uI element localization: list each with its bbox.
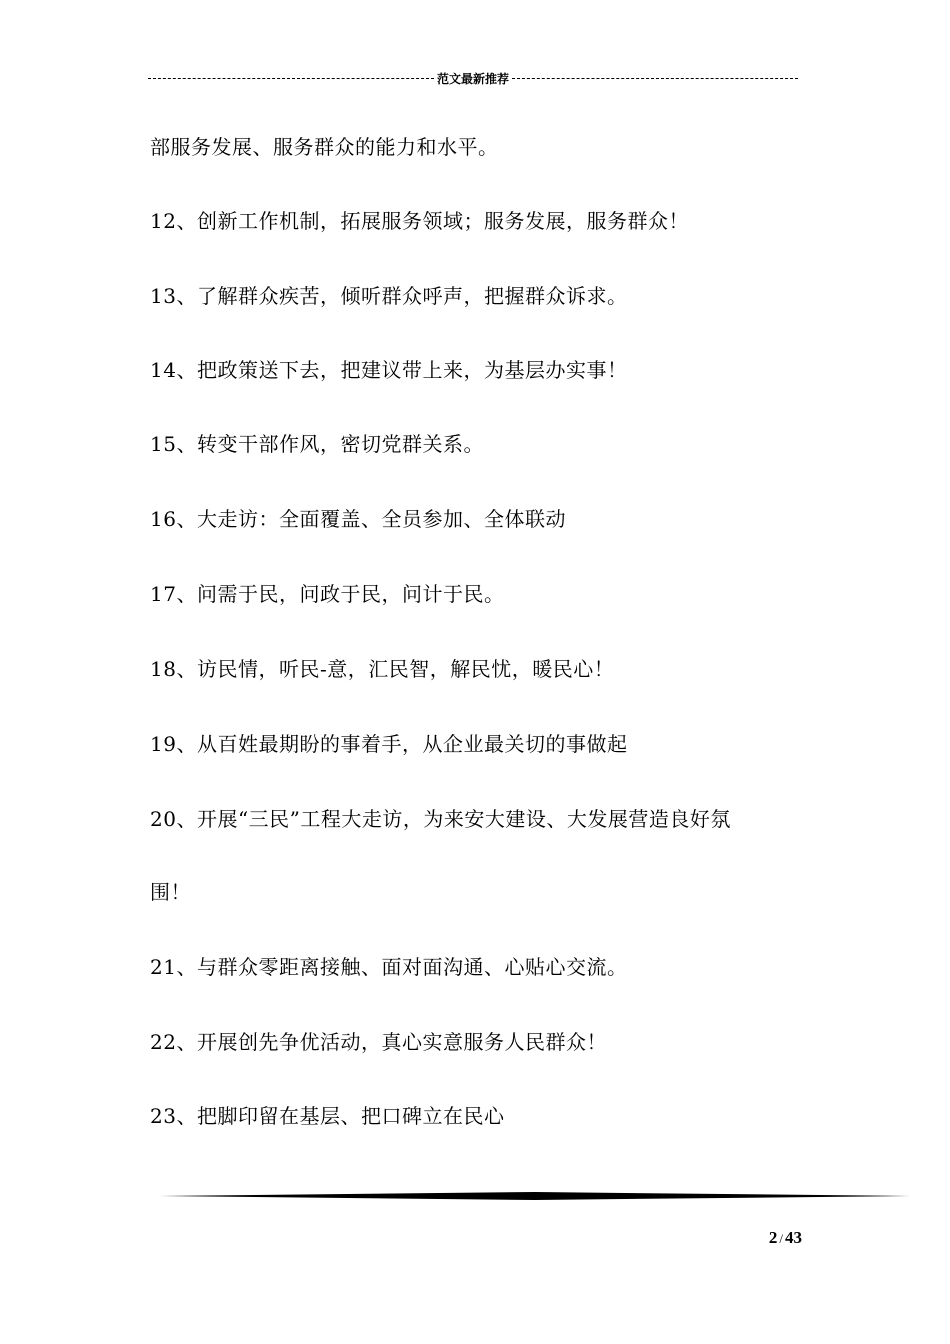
text-line: 14、把政策送下去，把建议带上来，为基层办实事！ (150, 358, 628, 382)
text-line: 12、创新工作机制，拓展服务领域；服务发展，服务群众！ (150, 209, 689, 233)
text-line: 20、开展“三民”工程大走访，为来安大建设、大发展营造良好氛 (150, 807, 731, 831)
page-header (148, 70, 798, 87)
header-dashed-rule-left (148, 78, 434, 79)
header-dashed-rule-right (512, 78, 798, 79)
text-line: 18、访民情，听民-意，汇民智，解民忧，暖民心！ (150, 657, 615, 681)
footer-tapered-rule (160, 1192, 910, 1200)
text-line: 17、问需于民，问政于民，问计于民。 (150, 582, 505, 606)
text-line: 19、从百姓最期盼的事着手，从企业最关切的事做起 (150, 732, 628, 756)
text-line: 16、大走访：全面覆盖、全员参加、全体联动 (150, 507, 566, 531)
page-total: 43 (785, 1228, 802, 1247)
page-number (769, 1228, 802, 1248)
text-line: 部服务发展、服务群众的能力和水平。 (150, 135, 499, 159)
text-line: 13、了解群众疾苦，倾听群众呼声，把握群众诉求。 (150, 284, 628, 308)
text-line: 23、把脚印留在基层、把口碑立在民心 (150, 1104, 505, 1128)
text-line: 15、转变干部作风，密切党群关系。 (150, 432, 484, 456)
text-line: 22、开展创先争优活动，真心实意服务人民群众！ (150, 1030, 607, 1054)
header-title: 范文最新推荐 (437, 72, 510, 86)
text-line: 21、与群众零距离接触、面对面沟通、心贴心交流。 (150, 955, 628, 979)
page-current: 2 (768, 1228, 778, 1247)
page-separator: / (779, 1231, 783, 1246)
text-line: 围！ (150, 880, 191, 904)
